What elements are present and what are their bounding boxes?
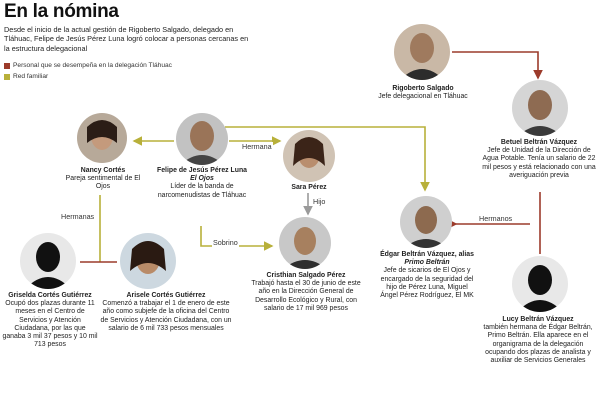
arisele-photo: [120, 233, 176, 289]
person-name: Felipe de Jesús Pérez Luna: [157, 167, 247, 174]
relation-label-hermanos: Hermanos: [479, 214, 513, 223]
person-name: Cristhian Salgado Pérez: [266, 272, 346, 279]
legend-label-work: Personal que se desempeña en la delegación Tláhuac: [13, 62, 172, 69]
person-name: Sara Pérez: [291, 184, 327, 191]
person-desc: Jefe de sicarios de El Ojos y encargado de la seguridad del hijo de Pérez Luna, Miguel Ángel Pérez Rodríguez, El MK: [380, 267, 474, 300]
person-desc: Ocupó dos plazas durante 11 meses en el Centro de Servicios y Atención Ciudadana, por las que ganaba 3 mil 37 pesos y 10 mil 713 pesos: [2, 300, 98, 349]
rigoberto-photo: [394, 24, 450, 80]
person-name: Lucy Beltrán Vázquez: [502, 316, 574, 323]
legend-label-family: Red familiar: [13, 73, 49, 80]
edgar-photo: [400, 196, 452, 248]
sara-photo: [283, 130, 335, 182]
relation-label-hermana: Hermana: [242, 142, 272, 151]
person-name: Édgar Beltrán Vázquez, alias: [380, 251, 474, 258]
person-desc: también hermana de Édgar Beltrán, Primo Beltrán. Ella aparece en el organigrama de la delegación ocupando dos plazas de analista y auxiliar de Servicios Generales: [483, 324, 593, 365]
person-sara: [277, 184, 341, 192]
person-desc: Jefe delegacional en Tláhuac: [378, 93, 468, 101]
person-desc: Trabajó hasta el 30 de junio de este año en la Dirección General de Desarrollo Ecológico y Rural, con salario de 17 mil 969 pesos: [251, 280, 361, 312]
person-cristhian: [245, 272, 367, 313]
person-felipe: [152, 167, 252, 200]
person-nancy: [58, 167, 148, 192]
person-desc: Jefe de Unidad de la Dirección de Agua Potable. Tenía un salario de 22 mil pesos y está relacionado con una averiguación previa: [482, 147, 596, 179]
felipe-photo: [176, 113, 228, 165]
intro-text: Desde el inicio de la actual gestión de Rigoberto Salgado, delegado en Tláhuac, Felipe de Jesús Pérez Luna logró colocar a personas cercanas en la estructura delegacional: [4, 25, 249, 53]
link-rigoberto-betuel: [452, 52, 538, 78]
person-name: Rigoberto Salgado: [392, 85, 454, 92]
person-name: Griselda Cortés Gutiérrez: [8, 292, 92, 299]
person-lucy: [478, 316, 598, 365]
nancy-photo: [77, 113, 127, 163]
person-edgar: [378, 251, 476, 300]
person-desc: Pareja sentimental de El Ojos: [65, 175, 141, 191]
lucy-silhouette: [512, 256, 568, 312]
relation-label-hijo: Hijo: [313, 197, 326, 206]
page-title: En la nómina: [4, 1, 119, 22]
person-arisele: [100, 292, 232, 333]
person-alias: Primo Beltrán: [404, 259, 450, 267]
person-name: Nancy Cortés: [80, 167, 126, 174]
person-desc: Líder de la banda de narcomenudistas de Tláhuac: [157, 183, 247, 199]
griselda-silhouette: [20, 233, 76, 289]
relation-label-sobrino: Sobrino: [213, 238, 238, 247]
person-desc: Comenzó a trabajar el 1 de enero de este año como subjefe de la oficina del Centro de Servicios y Atención Ciudadana, con un salario de 6 mil 733 pesos mensuales: [100, 300, 232, 332]
relation-label-hermanas: Hermanas: [61, 212, 95, 221]
person-betuel: [480, 139, 598, 180]
person-griselda: [2, 292, 98, 349]
betuel-photo: [512, 80, 568, 136]
person-rigoberto: [348, 85, 498, 101]
person-alias: El Ojos: [190, 175, 214, 183]
person-name: Betuel Beltrán Vázquez: [500, 139, 578, 146]
cristhian-photo: [279, 217, 331, 269]
person-name: Arisele Cortés Gutiérrez: [126, 292, 206, 299]
